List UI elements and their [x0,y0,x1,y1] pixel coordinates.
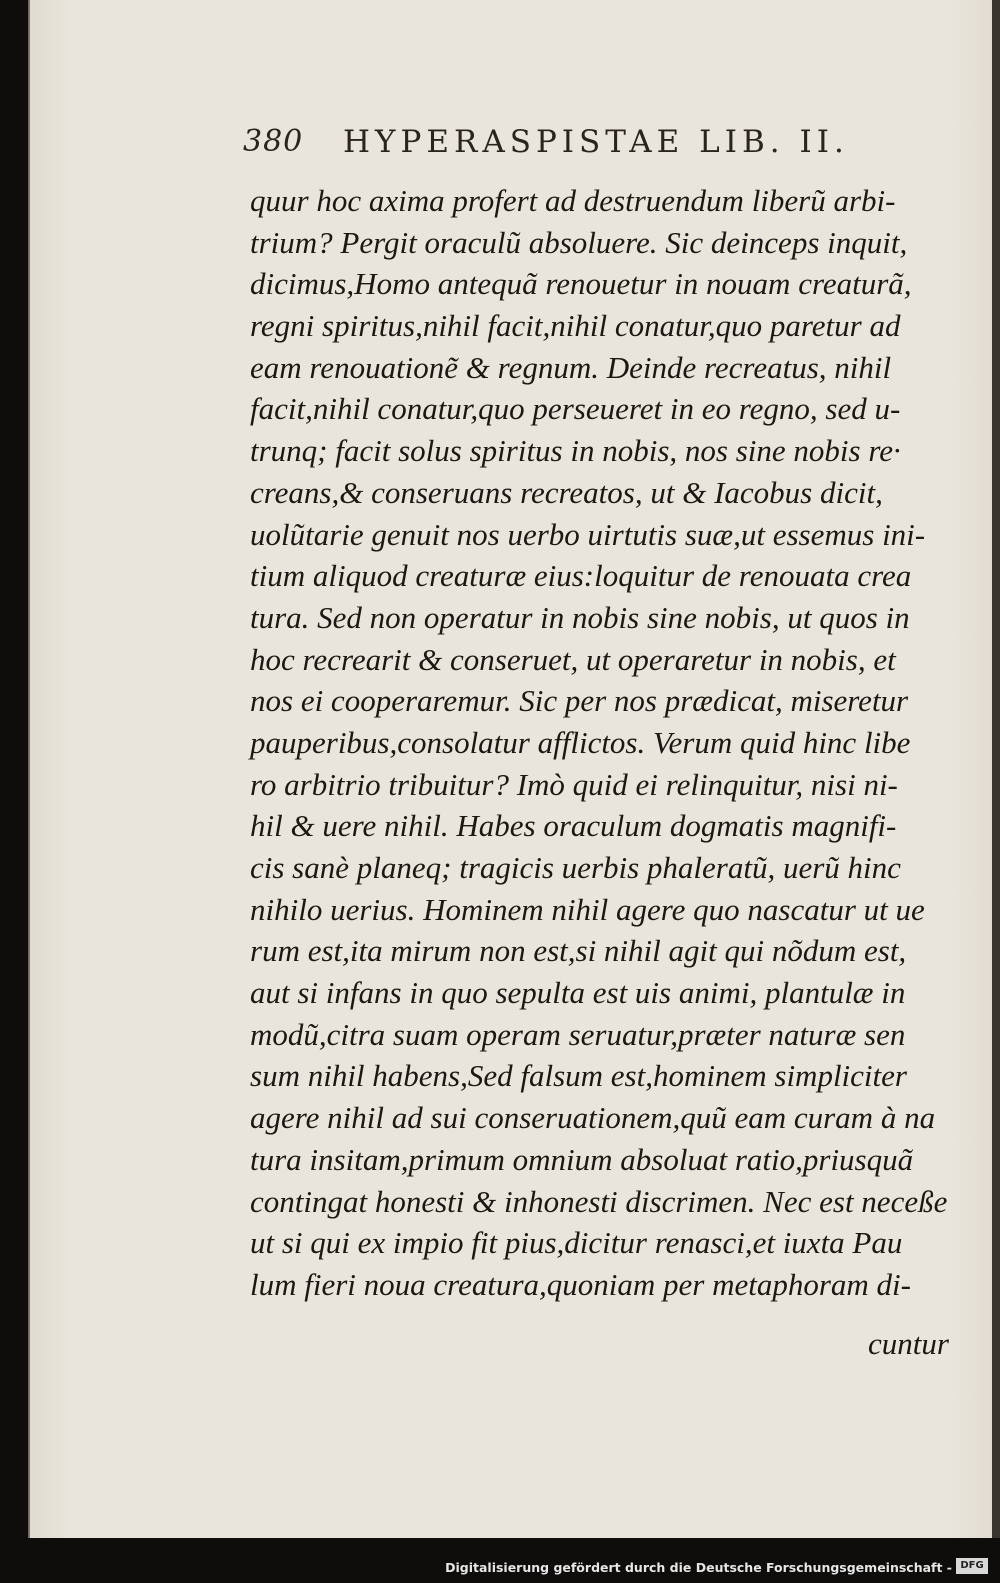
text-line: uolũtarie genuit nos uerbo uirtutis suæ,ut essemus ini- [250,516,926,552]
text-line: pauperibus,consolatur afflictos. Verum quid hinc libe [250,724,911,760]
page-header [243,124,943,164]
text-line: aut si infans in quo sepulta est uis animi, plantulæ in [250,975,906,1011]
text-line: facit,nihil conatur,quo perseueret in eo regno, sed u- [250,391,901,427]
text-line: sum nihil habens,Sed falsum est,hominem simpliciter [250,1058,907,1094]
catchword: cuntur [868,1326,949,1361]
text-line: agere nihil ad sui conseruationem,quũ eam curam à na [250,1100,936,1136]
dfg-logo-icon: DFG [956,1558,988,1574]
text-line: nos ei cooperaremur. Sic per nos prædicat, miseretur [250,683,909,719]
text-line: contingat honesti & inhonesti discrimen. Nec est neceße [250,1183,948,1219]
text-line: tura. Sed non operatur in nobis sine nobis, ut quos in [250,599,910,635]
text-line: trium? Pergit oraculũ absoluere. Sic deinceps inquit, [250,224,908,260]
running-title: HYPERASPISTAE LIB. II. [343,124,849,160]
text-line: ut si qui ex impio fit pius,dicitur renasci,et iuxta Pau [250,1225,903,1261]
text-line: nihilo uerius. Hominem nihil agere quo nascatur ut ue [250,891,925,927]
digitization-footer [0,1552,996,1583]
page-number: 380 [243,124,304,159]
text-line: rum est,ita mirum non est,si nihil agit qui nõdum est, [250,933,907,969]
text-line: regni spiritus,nihil facit,nihil conatur,quo paretur ad [250,308,901,344]
text-line: hoc recrearit & conseruet, ut operaretur in nobis, et [250,641,896,677]
text-line: eam renouatione͂ & regnum. Deinde recreatus, nihil [250,349,892,385]
text-line: modũ,citra suam operam seruatur,præter naturæ sen [250,1016,906,1052]
text-line: tium aliquod creaturæ eius:loquitur de renouata crea [250,558,912,594]
text-line: quur hoc axima profert ad destruendum liberũ arbi- [250,183,896,218]
text-line: tura insitam,primum omnium absoluat ratio,priusquã [250,1141,914,1177]
text-line: ro arbitrio tribuitur? Imò quid ei relinquitur, nisi ni- [250,766,898,802]
text-line: hil & uere nihil. Habes oraculum dogmatis magnifi- [250,808,897,844]
text-line: trunq; facit solus spiritus in nobis, nos sine nobis re· [250,433,901,469]
page-right-edge [992,0,1000,1538]
text-line: dicimus,Homo antequã renouetur in nouam creaturã, [250,266,912,302]
text-line: lum fieri noua creatura,quoniam per metaphoram di- [250,1266,911,1302]
text-line: cis sanè planeq; tragicis uerbis phaleratũ, uerũ hinc [250,850,901,885]
funding-notice: Digitalisierung gefördert durch die Deutsche Forschungsgemeinschaft - [445,1560,952,1575]
body-text [250,180,950,1306]
text-line: creans,& conseruans recreatos, ut & Iacobus dicit, [250,474,883,510]
